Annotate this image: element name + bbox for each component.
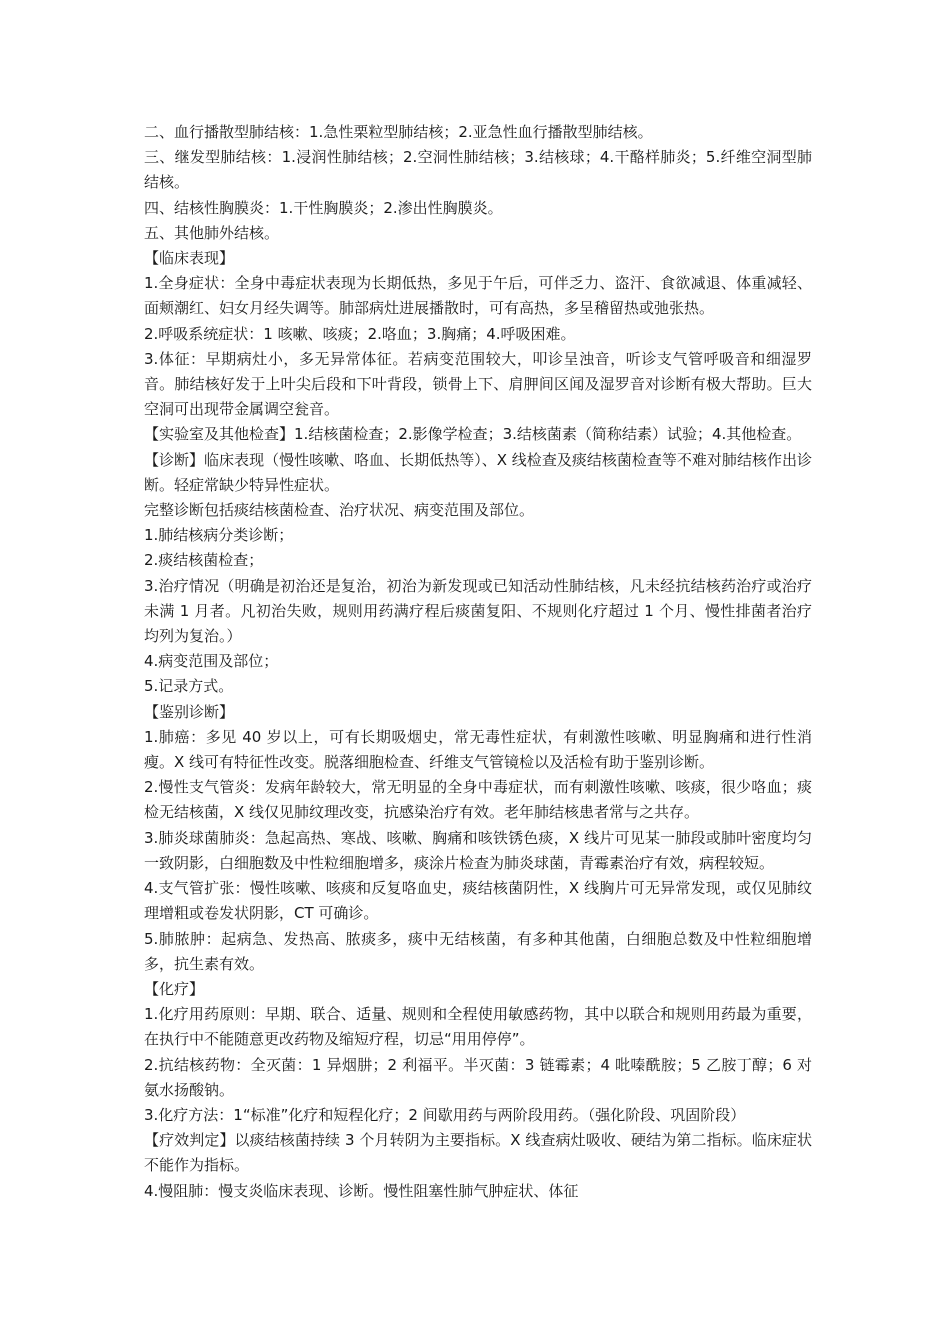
- text-line: 4.病变范围及部位；: [144, 652, 279, 671]
- text-line: 4.慢阻肺：慢支炎临床表现、诊断。慢性阻塞性肺气肿症状、体征: [144, 1181, 579, 1200]
- text-line: 1.化疗用药原则：早期、联合、适量、规则和全程使用敏感药物，其中以联合和规则用药最为重要，在执行中不能随意更改药物及缩短疗程，切忌“用用停停”。: [144, 1005, 812, 1049]
- text-line: 四、结核性胸膜炎：1.干性胸膜炎；2.渗出性胸膜炎。: [144, 198, 503, 217]
- text-line: 完整诊断包括痰结核菌检查、治疗状况、病变范围及部位。: [144, 501, 535, 520]
- text-line: 3.肺炎球菌肺炎：急起高热、寒战、咳嗽、胸痛和咳铁锈色痰，X 线片可见某一肺段或肺叶密度均匀一致阴影，白细胞数及中性粒细胞增多，痰涂片检查为肺炎球菌，青霉素治疗有效，病程较短。: [144, 828, 812, 872]
- text-line: 五、其他肺外结核。: [144, 223, 280, 242]
- text-line: 2.呼吸系统症状：1 咳嗽、咳痰；2.咯血；3.胸痛；4.呼吸困难。: [144, 324, 576, 343]
- document-body: [144, 120, 812, 1204]
- text-line: 【疗效判定】以痰结核菌持续 3 个月转阴为主要指标。X 线查病灶吸收、硬结为第二指标。临床症状不能作为指标。: [144, 1131, 812, 1175]
- section-heading: 【鉴别诊断】: [144, 702, 235, 721]
- text-line: 【实验室及其他检查】1.结核菌检查；2.影像学检查；3.结核菌素（简称结素）试验；4.其他检查。: [144, 425, 802, 444]
- text-line: 3.治疗情况（明确是初治还是复治，初治为新发现或已知活动性肺结核，凡未经抗结核药治疗或治疗未满 1 月者。凡初治失败，规则用药满疗程后痰菌复阳、不规则化疗超过 1 个月、慢性排菌者治疗均列为复治。）: [144, 576, 812, 646]
- text-line: 1.全身症状：全身中毒症状表现为长期低热，多见于午后，可伴乏力、盗汗、食欲减退、体重减轻、面颊潮红、妇女月经失调等。肺部病灶进展播散时，可有高热，多呈稽留热或弛张热。: [144, 274, 812, 318]
- text-line: 4.支气管扩张：慢性咳嗽、咳痰和反复咯血史，痰结核菌阴性，X 线胸片可无异常发现，或仅见肺纹理增粗或卷发状阴影，CT 可确诊。: [144, 879, 812, 923]
- text-line: 【诊断】临床表现（慢性咳嗽、咯血、长期低热等）、X 线检查及痰结核菌检查等不难对肺结核作出诊断。轻症常缺少特异性症状。: [144, 450, 812, 494]
- text-line: 5.肺脓肿：起病急、发热高、脓痰多，痰中无结核菌，有多种其他菌，白细胞总数及中性粒细胞增多，抗生素有效。: [144, 929, 812, 973]
- section-heading: 【临床表现】: [144, 249, 235, 268]
- text-line: 3.体征：早期病灶小，多无异常体征。若病变范围较大，叩诊呈浊音，听诊支气管呼吸音和细湿罗音。肺结核好发于上叶尖后段和下叶背段，锁骨上下、肩胛间区闻及湿罗音对诊断有极大帮助。巨大空洞可出现带金属调空瓮音。: [144, 349, 812, 419]
- text-line: 5.记录方式。: [144, 677, 234, 696]
- text-line: 二、血行播散型肺结核：1.急性栗粒型肺结核；2.亚急性血行播散型肺结核。: [144, 123, 653, 141]
- text-line: 2.慢性支气管炎：发病年龄较大，常无明显的全身中毒症状，而有刺激性咳嗽、咳痰，很少咯血；痰检无结核菌，X 线仅见肺纹理改变，抗感染治疗有效。老年肺结核患者常与之共存。: [144, 778, 812, 822]
- text-line: 1.肺癌：多见 40 岁以上，可有长期吸烟史，常无毒性症状，有刺激性咳嗽、明显胸痛和进行性消瘦。X 线可有特征性改变。脱落细胞检查、纤维支气管镜检以及活检有助于鉴别诊断。: [144, 727, 812, 772]
- text-line: 三、继发型肺结核：1.浸润性肺结核；2.空洞性肺结核；3.结核球；4.干酪样肺炎；5.纤维空洞型肺结核。: [144, 148, 812, 192]
- text-line: 1.肺结核病分类诊断；: [144, 526, 294, 545]
- text-line: 2.痰结核菌检查；: [144, 551, 264, 570]
- text-line: 2.抗结核药物：全灭菌：1 异烟肼；2 利福平。半灭菌：3 链霉素；4 吡嗪酰胺；5 乙胺丁醇；6 对氨水扬酸钠。: [144, 1055, 812, 1099]
- text-line: 3.化疗方法：1“标准”化疗和短程化疗；2 间歇用药与两阶段用药。（强化阶段、巩固阶段）: [144, 1105, 746, 1124]
- section-heading: 【化疗】: [144, 979, 205, 998]
